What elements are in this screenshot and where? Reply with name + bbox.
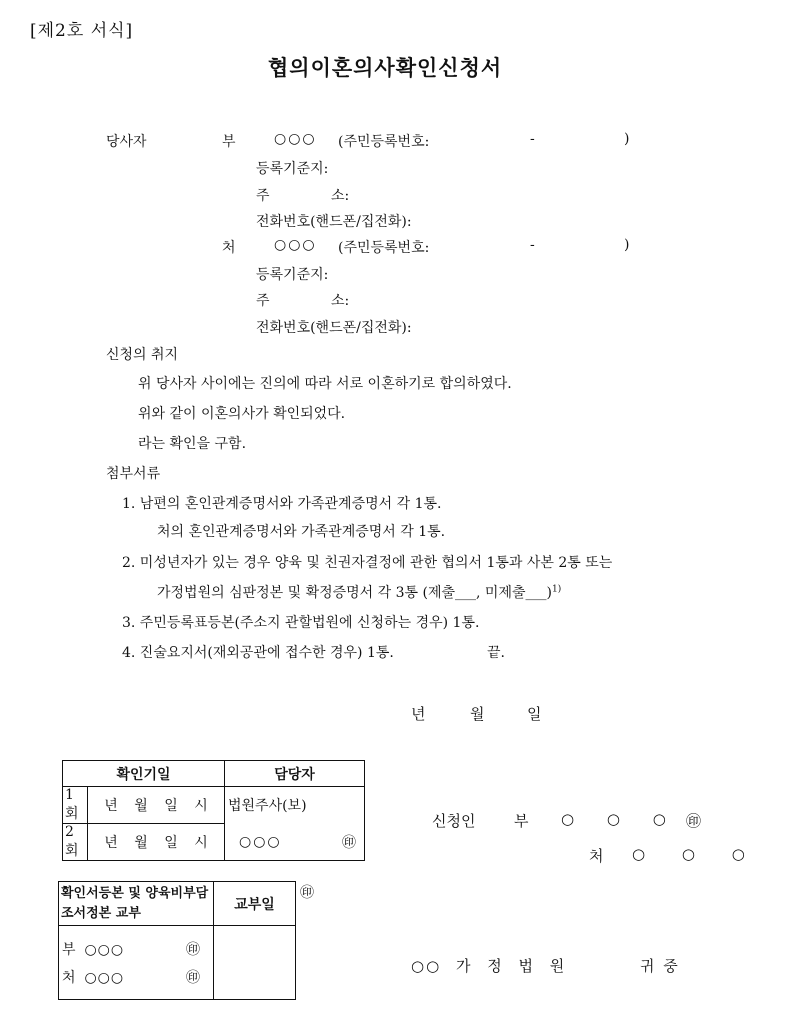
wife-role: 처 <box>222 240 236 256</box>
party-label: 당사자 <box>106 134 147 150</box>
delivery-date-cell <box>214 926 296 1000</box>
attachment-item-2b: 가정법원의 심판정본 및 확정증명서 각 3통 (제출___, 미제출___)$^{1)}$ <box>157 584 562 601</box>
purpose-line: 라는 확인을 구함. <box>138 436 247 452</box>
wife-id-label: (주민등록번호: <box>338 240 430 256</box>
applicant-label: 신청인 <box>432 812 476 830</box>
attachment-item-1: 1. 남편의 혼인관계증명서와 가족관계증명서 각 1통. <box>122 496 442 512</box>
husband-address-label-a: 주 <box>256 188 270 204</box>
attachment-item-3: 3. 주민등록표등본(주소지 관할법원에 신청하는 경우) 1통. <box>122 615 480 631</box>
purpose-line: 위와 같이 이혼의사가 확인되었다. <box>138 406 346 422</box>
page-title: 협의이혼의사확인신청서 <box>268 55 503 80</box>
confirm-date-header: 확인기일 <box>63 761 225 787</box>
session-date: 년 월 일 시 <box>88 824 225 861</box>
court-suffix: 귀 중 <box>640 957 680 975</box>
recipient-name: ○○○ <box>84 941 125 958</box>
delivery-header: 확인서등본 및 양육비부담조서정본 교부 <box>59 882 214 926</box>
recipient-seal-icon: ㊞ <box>186 941 200 958</box>
session-date: 년 월 일 시 <box>88 787 225 824</box>
wife-phone-label: 전화번호(핸드폰/집전화): <box>256 320 412 336</box>
husband-phone-label: 전화번호(핸드폰/집전화): <box>256 214 412 230</box>
recipient-row <box>62 963 210 991</box>
wife-id-close: ) <box>624 237 630 253</box>
officer-header: 담당자 <box>225 761 365 787</box>
attachments-end-mark: 끝. <box>487 645 505 661</box>
purpose-line: 위 당사자 사이에는 진의에 따라 서로 이혼하기로 합의하였다. <box>138 376 512 392</box>
attachment-item-4: 4. 진술요지서(재외공관에 접수한 경우) 1통. <box>122 645 394 661</box>
wife-address-label-a: 주 <box>256 293 270 309</box>
session-label: 1회 <box>63 787 88 824</box>
recipient-seal-icon: ㊞ <box>186 969 200 986</box>
date-year: 년 <box>411 705 426 723</box>
delivery-outside-seal-icon: ㊞ <box>300 885 314 901</box>
husband-id-dash: - <box>530 131 535 147</box>
husband-id-label: (주민등록번호: <box>338 134 430 150</box>
recipient-name: ○○○ <box>84 969 125 986</box>
husband-id-close: ) <box>624 131 630 147</box>
officer-name: ○○○ <box>225 824 323 861</box>
officer-seal-icon: ㊞ <box>323 824 365 861</box>
recipient-role: 처 <box>62 969 76 986</box>
attachments-heading: 첨부서류 <box>106 466 161 482</box>
wife-registry-label: 등록기준지: <box>256 267 329 283</box>
wife-id-dash: - <box>530 237 535 253</box>
recipient-list <box>59 926 214 1000</box>
husband-role: 부 <box>222 134 236 150</box>
date-day: 일 <box>527 705 542 723</box>
court-name: ○○ 가 정 법 원 <box>411 957 567 975</box>
session-label: 2회 <box>63 824 88 861</box>
date-month: 월 <box>470 705 485 723</box>
confirm-date-table <box>62 760 365 861</box>
officer-title: 법원주사(보) <box>225 787 365 824</box>
footnote-marker: 1) <box>551 584 562 595</box>
applicant-husband-seal-icon: ㊞ <box>686 812 702 830</box>
attachment-item-2: 2. 미성년자가 있는 경우 양육 및 친권자결정에 관한 협의서 1통과 사본 2통 또는 <box>122 555 613 571</box>
husband-name: ○○○ <box>274 131 317 147</box>
wife-name: ○○○ <box>274 237 317 253</box>
delivery-date-header: 교부일 <box>214 882 296 926</box>
recipient-role: 부 <box>62 941 76 958</box>
applicant-husband-name: ○ ○ ○ <box>561 810 666 828</box>
applicant-wife-name: ○ ○ ○ <box>632 845 745 863</box>
purpose-heading: 신청의 취지 <box>106 347 179 363</box>
attachment-item-1b: 처의 혼인관계증명서와 가족관계증명서 각 1통. <box>157 524 446 540</box>
delivery-table <box>58 881 296 1000</box>
husband-address-label-b: 소: <box>331 188 350 204</box>
recipient-row <box>62 935 210 963</box>
wife-address-label-b: 소: <box>331 293 350 309</box>
applicant-husband-role: 부 <box>514 812 529 830</box>
form-number: [제2호 서식] <box>30 21 134 41</box>
applicant-wife-role: 처 <box>589 847 604 865</box>
husband-registry-label: 등록기준지: <box>256 161 329 177</box>
